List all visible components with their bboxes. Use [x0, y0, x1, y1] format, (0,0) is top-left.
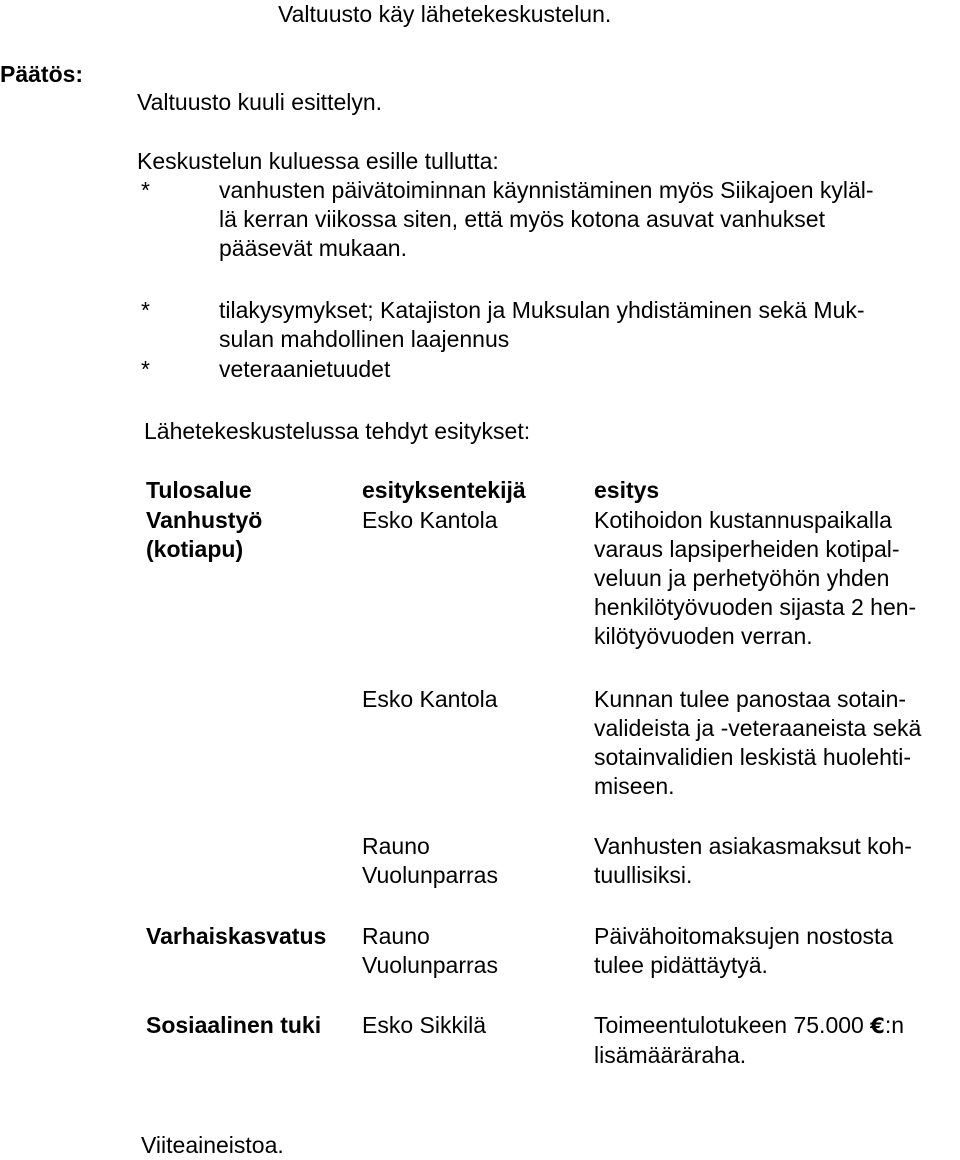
- row-proposal: [594, 1011, 904, 1070]
- top-line: Valtuusto käy lähetekeskustelun.: [278, 1, 612, 27]
- row-proposer: [362, 506, 498, 535]
- proposal-line: varaus lapsiperheiden kotipal-: [594, 536, 900, 562]
- bullet-marker: *: [141, 177, 150, 203]
- row-proposer: [362, 922, 498, 980]
- row-proposal: [594, 922, 893, 980]
- proposer-line: Vuolunparras: [362, 862, 498, 888]
- row-proposal: [594, 832, 912, 890]
- proposal-line: kilötyövuoden verran.: [594, 623, 813, 649]
- bullet-item: [219, 176, 874, 263]
- bullet-item: [219, 296, 865, 354]
- header-proposer: esityksentekijä: [362, 477, 526, 503]
- proposal-line: henkilötyövuoden sijasta 2 hen-: [594, 594, 917, 620]
- row-proposer: [362, 1011, 486, 1040]
- proposer-line: Rauno: [362, 923, 430, 949]
- row-proposal: [594, 506, 916, 651]
- decision-heard: Valtuusto kuuli esittelyn.: [137, 89, 383, 115]
- bullet-line: veteraanietuudet: [219, 356, 391, 382]
- row-proposal: [594, 685, 921, 801]
- area-line: (kotiapu): [146, 536, 244, 562]
- decision-label: Päätös:: [0, 61, 84, 87]
- bullet-line: sulan mahdollinen laajennus: [219, 326, 510, 352]
- proposal-line: valideista ja -veteraaneista sekä: [594, 715, 922, 741]
- discussion-intro: Keskustelun kuluessa esille tullutta:: [137, 148, 499, 174]
- proposal-line: miseen.: [594, 773, 675, 799]
- header-proposal: esitys: [594, 477, 660, 503]
- row-area: [146, 922, 326, 951]
- proposal-line: lisämääräraha.: [594, 1042, 747, 1068]
- bullet-line: tilakysymykset; Katajiston ja Muksulan yhdistäminen sekä Muk-: [219, 297, 865, 323]
- proposal-line: Kotihoidon kustannuspaikalla: [594, 507, 892, 533]
- bullet-line: lä kerran viikossa siten, että myös kotona asuvat vanhukset: [219, 206, 825, 232]
- bullet-marker: *: [141, 297, 150, 323]
- proposal-line: Vanhusten asiakasmaksut koh-: [594, 833, 912, 859]
- row-proposer: [362, 832, 498, 890]
- footer-reference: Viiteaineistoa.: [141, 1132, 284, 1158]
- proposer-line: Esko Kantola: [362, 507, 498, 533]
- proposer-line: Rauno: [362, 833, 430, 859]
- proposal-line: Kunnan tulee panostaa sotain-: [594, 686, 907, 712]
- bullet-item: [219, 355, 390, 384]
- bullet-marker: *: [141, 356, 150, 382]
- proposal-line: [594, 1011, 904, 1041]
- proposal-line: tulee pidättäytyä.: [594, 952, 768, 978]
- area-line: Sosiaalinen tuki: [146, 1012, 322, 1038]
- proposer-line: Vuolunparras: [362, 952, 498, 978]
- proposal-line: veluun ja perhetyöhön yhden: [594, 565, 890, 591]
- proposal-line: Päivähoitomaksujen nostosta: [594, 923, 894, 949]
- proposal-line: tuullisiksi.: [594, 862, 693, 888]
- proposal-text: :n: [884, 1012, 905, 1038]
- euro-symbol: €: [870, 1014, 885, 1038]
- header-area: Tulosalue: [146, 477, 252, 503]
- proposer-line: Esko Kantola: [362, 686, 498, 712]
- bullet-line: pääsevät mukaan.: [219, 235, 407, 261]
- area-line: Vanhustyö: [146, 507, 263, 533]
- proposal-line: sotainvalidien leskistä huolehti-: [594, 744, 912, 770]
- bullet-line: vanhusten päivätoiminnan käynnistäminen myös Siikajoen kyläl-: [219, 177, 874, 203]
- proposals-intro: Lähetekeskustelussa tehdyt esitykset:: [144, 418, 531, 444]
- row-area: [146, 1011, 321, 1040]
- area-line: Varhaiskasvatus: [146, 923, 327, 949]
- proposal-text: Toimeentulotukeen 75.000: [594, 1012, 871, 1038]
- row-proposer: [362, 685, 498, 714]
- row-area: [146, 506, 262, 564]
- proposer-line: Esko Sikkilä: [362, 1012, 486, 1038]
